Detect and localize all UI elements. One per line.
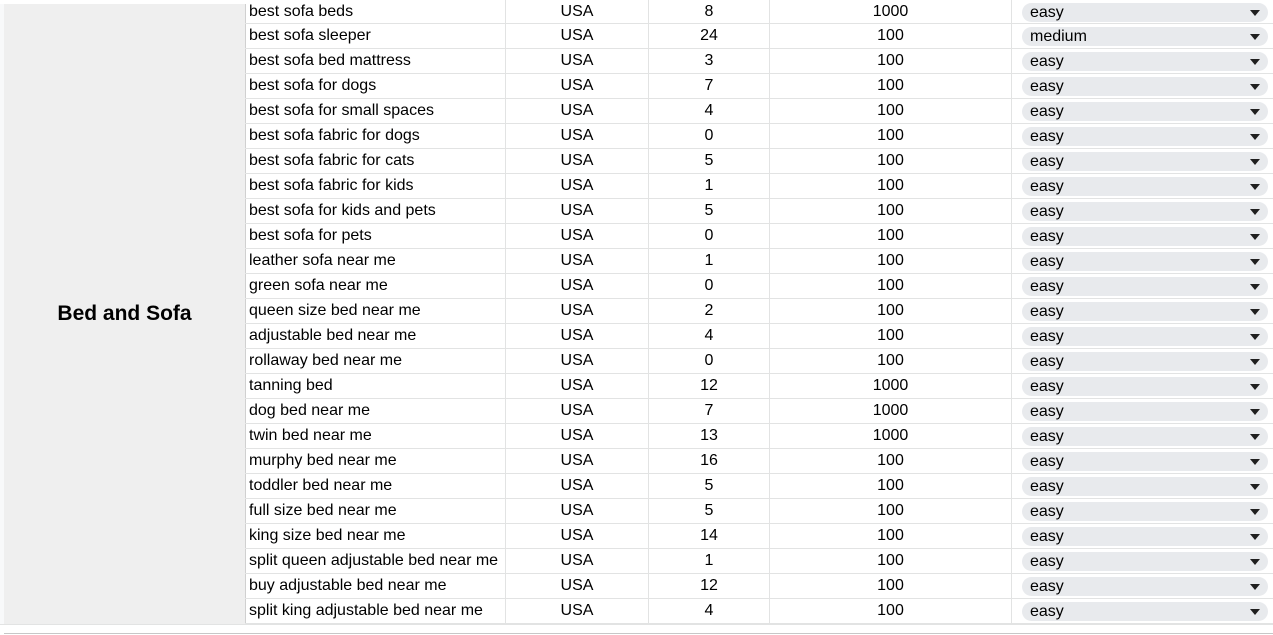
country-cell[interactable]: USA xyxy=(506,224,649,248)
kd-cell[interactable]: 0 xyxy=(649,349,770,373)
dropdown-arrow-icon[interactable] xyxy=(1250,134,1260,140)
dropdown-arrow-icon[interactable] xyxy=(1250,10,1260,16)
kd-cell[interactable]: 4 xyxy=(649,99,770,123)
country-cell[interactable]: USA xyxy=(506,249,649,273)
keyword-cell[interactable]: queen size bed near me xyxy=(245,299,506,323)
keyword-cell[interactable]: buy adjustable bed near me xyxy=(245,574,506,598)
country-cell[interactable]: USA xyxy=(506,474,649,498)
country-cell[interactable]: USA xyxy=(506,524,649,548)
difficulty-dropdown-chip[interactable] xyxy=(1022,202,1268,221)
volume-cell[interactable]: 1000 xyxy=(770,399,1012,423)
difficulty-dropdown-chip[interactable] xyxy=(1022,252,1268,271)
difficulty-value: easy xyxy=(1030,503,1064,520)
difficulty-dropdown-chip[interactable] xyxy=(1022,302,1268,321)
difficulty-value: easy xyxy=(1030,478,1064,495)
keyword-cell[interactable]: dog bed near me xyxy=(245,399,506,423)
dropdown-arrow-icon[interactable] xyxy=(1250,259,1260,265)
kd-cell[interactable]: 12 xyxy=(649,574,770,598)
dropdown-arrow-icon[interactable] xyxy=(1250,309,1260,315)
kd-cell[interactable]: 5 xyxy=(649,149,770,173)
volume-cell[interactable]: 100 xyxy=(770,549,1012,573)
difficulty-value: easy xyxy=(1030,278,1064,295)
volume-cell[interactable]: 100 xyxy=(770,74,1012,98)
merged-category-cell[interactable] xyxy=(4,4,246,624)
keyword-cell[interactable]: best sofa for dogs xyxy=(245,74,506,98)
difficulty-value: medium xyxy=(1030,28,1087,45)
table-row xyxy=(245,299,1273,324)
difficulty-value: easy xyxy=(1030,53,1064,70)
keyword-cell[interactable]: adjustable bed near me xyxy=(245,324,506,348)
dropdown-arrow-icon[interactable] xyxy=(1250,359,1260,365)
difficulty-cell[interactable] xyxy=(1012,524,1273,548)
volume-cell[interactable]: 100 xyxy=(770,49,1012,73)
kd-cell[interactable]: 24 xyxy=(649,24,770,48)
kd-cell[interactable]: 4 xyxy=(649,599,770,623)
difficulty-cell[interactable] xyxy=(1012,599,1273,623)
kd-cell[interactable]: 1 xyxy=(649,174,770,198)
dropdown-arrow-icon[interactable] xyxy=(1250,184,1260,190)
keyword-cell[interactable]: toddler bed near me xyxy=(245,474,506,498)
difficulty-dropdown-chip[interactable] xyxy=(1022,427,1268,446)
difficulty-value: easy xyxy=(1030,403,1064,420)
difficulty-cell[interactable] xyxy=(1012,299,1273,323)
volume-cell[interactable]: 100 xyxy=(770,474,1012,498)
dropdown-arrow-icon[interactable] xyxy=(1250,534,1260,540)
difficulty-dropdown-chip[interactable] xyxy=(1022,477,1268,496)
table-row xyxy=(245,49,1273,74)
keyword-cell[interactable]: leather sofa near me xyxy=(245,249,506,273)
difficulty-cell[interactable] xyxy=(1012,99,1273,123)
grid-bottom-edge xyxy=(0,624,1273,635)
difficulty-dropdown-chip[interactable] xyxy=(1022,3,1268,22)
difficulty-value: easy xyxy=(1030,228,1064,245)
category-label: Bed and Sofa xyxy=(57,302,192,325)
volume-cell[interactable]: 100 xyxy=(770,249,1012,273)
country-cell[interactable]: USA xyxy=(506,324,649,348)
dropdown-arrow-icon[interactable] xyxy=(1250,609,1260,615)
kd-cell[interactable]: 2 xyxy=(649,299,770,323)
keyword-cell[interactable]: best sofa sleeper xyxy=(245,24,506,48)
difficulty-value: easy xyxy=(1030,203,1064,220)
difficulty-cell[interactable] xyxy=(1012,249,1273,273)
keyword-cell[interactable]: best sofa beds xyxy=(245,0,506,24)
kd-cell[interactable]: 7 xyxy=(649,74,770,98)
volume-cell[interactable]: 100 xyxy=(770,349,1012,373)
table-row xyxy=(245,474,1273,499)
kd-cell[interactable]: 1 xyxy=(649,549,770,573)
difficulty-value: easy xyxy=(1030,378,1064,395)
country-cell[interactable]: USA xyxy=(506,174,649,198)
volume-cell[interactable]: 100 xyxy=(770,149,1012,173)
dropdown-arrow-icon[interactable] xyxy=(1250,459,1260,465)
difficulty-value: easy xyxy=(1030,103,1064,120)
country-cell[interactable]: USA xyxy=(506,374,649,398)
difficulty-dropdown-chip[interactable] xyxy=(1022,527,1268,546)
keyword-cell[interactable]: best sofa for kids and pets xyxy=(245,199,506,223)
difficulty-cell[interactable] xyxy=(1012,174,1273,198)
dropdown-arrow-icon[interactable] xyxy=(1250,209,1260,215)
data-grid xyxy=(245,0,1273,624)
country-cell[interactable]: USA xyxy=(506,49,649,73)
country-cell[interactable]: USA xyxy=(506,424,649,448)
difficulty-cell[interactable] xyxy=(1012,424,1273,448)
difficulty-value: easy xyxy=(1030,578,1064,595)
country-cell[interactable]: USA xyxy=(506,299,649,323)
difficulty-dropdown-chip[interactable] xyxy=(1022,152,1268,171)
volume-cell[interactable]: 100 xyxy=(770,449,1012,473)
country-cell[interactable]: USA xyxy=(506,549,649,573)
kd-cell[interactable]: 7 xyxy=(649,399,770,423)
volume-cell[interactable]: 100 xyxy=(770,199,1012,223)
difficulty-cell[interactable] xyxy=(1012,399,1273,423)
keyword-cell[interactable]: best sofa fabric for cats xyxy=(245,149,506,173)
difficulty-value: easy xyxy=(1030,128,1064,145)
country-cell[interactable]: USA xyxy=(506,149,649,173)
dropdown-arrow-icon[interactable] xyxy=(1250,234,1260,240)
country-cell[interactable]: USA xyxy=(506,499,649,523)
volume-cell[interactable]: 100 xyxy=(770,499,1012,523)
keyword-cell[interactable]: twin bed near me xyxy=(245,424,506,448)
volume-cell[interactable]: 100 xyxy=(770,524,1012,548)
difficulty-dropdown-chip[interactable] xyxy=(1022,102,1268,121)
table-row xyxy=(245,324,1273,349)
difficulty-dropdown-chip[interactable] xyxy=(1022,77,1268,96)
difficulty-cell[interactable] xyxy=(1012,124,1273,148)
country-cell[interactable]: USA xyxy=(506,199,649,223)
kd-cell[interactable]: 0 xyxy=(649,124,770,148)
keyword-cell[interactable]: murphy bed near me xyxy=(245,449,506,473)
difficulty-value: easy xyxy=(1030,428,1064,445)
kd-cell[interactable]: 14 xyxy=(649,524,770,548)
difficulty-cell[interactable] xyxy=(1012,0,1273,24)
volume-cell[interactable]: 100 xyxy=(770,174,1012,198)
difficulty-cell[interactable] xyxy=(1012,274,1273,298)
dropdown-arrow-icon[interactable] xyxy=(1250,34,1260,40)
country-cell[interactable]: USA xyxy=(506,0,649,24)
volume-cell[interactable]: 100 xyxy=(770,599,1012,623)
dropdown-arrow-icon[interactable] xyxy=(1250,584,1260,590)
dropdown-arrow-icon[interactable] xyxy=(1250,384,1260,390)
difficulty-dropdown-chip[interactable] xyxy=(1022,402,1268,421)
dropdown-arrow-icon[interactable] xyxy=(1250,559,1260,565)
dropdown-arrow-icon[interactable] xyxy=(1250,334,1260,340)
table-row xyxy=(245,124,1273,149)
difficulty-cell[interactable] xyxy=(1012,324,1273,348)
kd-cell[interactable]: 3 xyxy=(649,49,770,73)
country-cell[interactable]: USA xyxy=(506,74,649,98)
keyword-cell[interactable]: split queen adjustable bed near me xyxy=(245,549,506,573)
country-cell[interactable]: USA xyxy=(506,24,649,48)
country-cell[interactable]: USA xyxy=(506,124,649,148)
country-cell[interactable]: USA xyxy=(506,399,649,423)
difficulty-value: easy xyxy=(1030,153,1064,170)
difficulty-dropdown-chip[interactable] xyxy=(1022,177,1268,196)
table-row xyxy=(245,174,1273,199)
dropdown-arrow-icon[interactable] xyxy=(1250,109,1260,115)
difficulty-value: easy xyxy=(1030,303,1064,320)
difficulty-dropdown-chip[interactable] xyxy=(1022,127,1268,146)
kd-cell[interactable]: 16 xyxy=(649,449,770,473)
difficulty-cell[interactable] xyxy=(1012,49,1273,73)
table-row xyxy=(245,549,1273,574)
keyword-cell[interactable]: best sofa for pets xyxy=(245,224,506,248)
table-row xyxy=(245,374,1273,399)
difficulty-dropdown-chip[interactable] xyxy=(1022,277,1268,296)
keyword-cell[interactable]: green sofa near me xyxy=(245,274,506,298)
difficulty-value: easy xyxy=(1030,353,1064,370)
difficulty-dropdown-chip[interactable] xyxy=(1022,577,1268,596)
keyword-cell[interactable]: split king adjustable bed near me xyxy=(245,599,506,623)
difficulty-dropdown-chip[interactable] xyxy=(1022,602,1268,621)
table-row xyxy=(245,249,1273,274)
difficulty-value: easy xyxy=(1030,603,1064,620)
difficulty-cell[interactable] xyxy=(1012,74,1273,98)
keyword-cell[interactable]: best sofa fabric for dogs xyxy=(245,124,506,148)
table-row xyxy=(245,499,1273,524)
keyword-cell[interactable]: king size bed near me xyxy=(245,524,506,548)
dropdown-arrow-icon[interactable] xyxy=(1250,509,1260,515)
table-row xyxy=(245,199,1273,224)
difficulty-cell[interactable] xyxy=(1012,574,1273,598)
table-row xyxy=(245,24,1273,49)
dropdown-arrow-icon[interactable] xyxy=(1250,59,1260,65)
volume-cell[interactable]: 100 xyxy=(770,299,1012,323)
difficulty-dropdown-chip[interactable] xyxy=(1022,552,1268,571)
difficulty-dropdown-chip[interactable] xyxy=(1022,327,1268,346)
dropdown-arrow-icon[interactable] xyxy=(1250,159,1260,165)
volume-cell[interactable]: 1000 xyxy=(770,424,1012,448)
table-row xyxy=(245,574,1273,599)
kd-cell[interactable]: 5 xyxy=(649,199,770,223)
difficulty-cell[interactable] xyxy=(1012,549,1273,573)
keyword-cell[interactable]: full size bed near me xyxy=(245,499,506,523)
difficulty-value: easy xyxy=(1030,328,1064,345)
kd-cell[interactable]: 8 xyxy=(649,0,770,24)
difficulty-cell[interactable] xyxy=(1012,449,1273,473)
table-row xyxy=(245,0,1273,24)
difficulty-cell[interactable] xyxy=(1012,224,1273,248)
difficulty-cell[interactable] xyxy=(1012,374,1273,398)
volume-cell[interactable]: 100 xyxy=(770,274,1012,298)
kd-cell[interactable]: 5 xyxy=(649,474,770,498)
volume-cell[interactable]: 100 xyxy=(770,324,1012,348)
dropdown-arrow-icon[interactable] xyxy=(1250,84,1260,90)
volume-cell[interactable]: 100 xyxy=(770,124,1012,148)
country-cell[interactable]: USA xyxy=(506,449,649,473)
country-cell[interactable]: USA xyxy=(506,274,649,298)
difficulty-dropdown-chip[interactable] xyxy=(1022,352,1268,371)
difficulty-dropdown-chip[interactable] xyxy=(1022,452,1268,471)
volume-cell[interactable]: 1000 xyxy=(770,374,1012,398)
difficulty-cell[interactable] xyxy=(1012,499,1273,523)
country-cell[interactable]: USA xyxy=(506,349,649,373)
kd-cell[interactable]: 0 xyxy=(649,274,770,298)
table-row xyxy=(245,349,1273,374)
table-row xyxy=(245,99,1273,124)
table-row xyxy=(245,224,1273,249)
table-row xyxy=(245,599,1273,624)
difficulty-dropdown-chip[interactable] xyxy=(1022,52,1268,71)
kd-cell[interactable]: 5 xyxy=(649,499,770,523)
keyword-cell[interactable]: best sofa for small spaces xyxy=(245,99,506,123)
table-row xyxy=(245,274,1273,299)
kd-cell[interactable]: 4 xyxy=(649,324,770,348)
kd-cell[interactable]: 0 xyxy=(649,224,770,248)
volume-cell[interactable]: 100 xyxy=(770,224,1012,248)
dropdown-arrow-icon[interactable] xyxy=(1250,409,1260,415)
table-row xyxy=(245,449,1273,474)
kd-cell[interactable]: 13 xyxy=(649,424,770,448)
difficulty-value: easy xyxy=(1030,253,1064,270)
difficulty-cell[interactable] xyxy=(1012,349,1273,373)
difficulty-value: easy xyxy=(1030,78,1064,95)
difficulty-value: easy xyxy=(1030,4,1064,21)
kd-cell[interactable]: 12 xyxy=(649,374,770,398)
table-row xyxy=(245,524,1273,549)
difficulty-value: easy xyxy=(1030,453,1064,470)
table-row xyxy=(245,149,1273,174)
volume-cell[interactable]: 100 xyxy=(770,574,1012,598)
volume-cell[interactable]: 100 xyxy=(770,24,1012,48)
difficulty-value: easy xyxy=(1030,553,1064,570)
dropdown-arrow-icon[interactable] xyxy=(1250,434,1260,440)
keyword-cell[interactable]: best sofa bed mattress xyxy=(245,49,506,73)
keyword-cell[interactable]: best sofa fabric for kids xyxy=(245,174,506,198)
kd-cell[interactable]: 1 xyxy=(649,249,770,273)
difficulty-cell[interactable] xyxy=(1012,199,1273,223)
keyword-cell[interactable]: tanning bed xyxy=(245,374,506,398)
volume-cell[interactable]: 1000 xyxy=(770,0,1012,24)
difficulty-value: easy xyxy=(1030,528,1064,545)
country-cell[interactable]: USA xyxy=(506,599,649,623)
table-row xyxy=(245,74,1273,99)
difficulty-dropdown-chip[interactable] xyxy=(1022,227,1268,246)
difficulty-cell[interactable] xyxy=(1012,24,1273,48)
table-row xyxy=(245,399,1273,424)
dropdown-arrow-icon[interactable] xyxy=(1250,284,1260,290)
difficulty-value: easy xyxy=(1030,178,1064,195)
difficulty-cell[interactable] xyxy=(1012,474,1273,498)
difficulty-dropdown-chip[interactable] xyxy=(1022,27,1268,46)
country-cell[interactable]: USA xyxy=(506,574,649,598)
country-cell[interactable]: USA xyxy=(506,99,649,123)
volume-cell[interactable]: 100 xyxy=(770,99,1012,123)
dropdown-arrow-icon[interactable] xyxy=(1250,484,1260,490)
keyword-cell[interactable]: rollaway bed near me xyxy=(245,349,506,373)
difficulty-dropdown-chip[interactable] xyxy=(1022,502,1268,521)
table-row xyxy=(245,424,1273,449)
difficulty-cell[interactable] xyxy=(1012,149,1273,173)
difficulty-dropdown-chip[interactable] xyxy=(1022,377,1268,396)
